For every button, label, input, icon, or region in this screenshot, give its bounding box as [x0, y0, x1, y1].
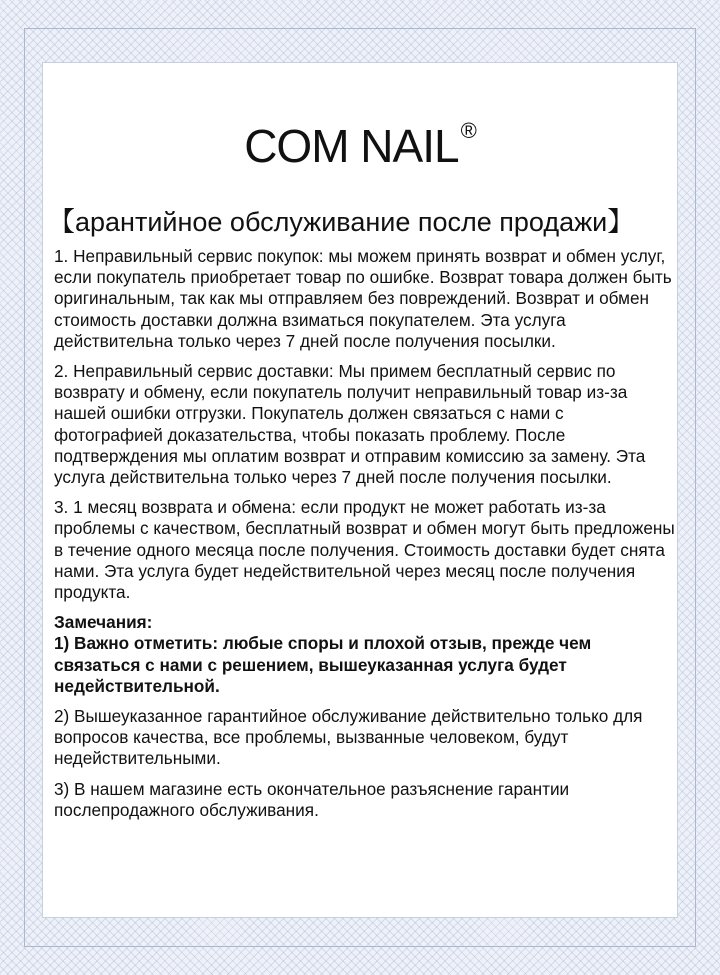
- paragraph-one-month-return: 3. 1 месяц возврата и обмена: если продукт не может работать из-за проблемы с качеством, бесплатный возврат и обмен могут быть предложены в течение одного месяца после получения. Стоимость доставки будет снята нами. Эта услуга будет недействительной через месяц после получения продукта.: [54, 497, 675, 603]
- paragraph-wrong-purchase: 1. Неправильный сервис покупок: мы можем принять возврат и обмен услуг, если покупатель приобретает товар по ошибке. Возврат товара должен быть оригинальным, так как мы отправляем без повреждений. Возврат и обмен стоимость доставки должна взиматься покупателем. Эта услуга действительна только через 7 дней после получения посылки.: [54, 246, 672, 351]
- brand-name: COM NAIL: [244, 120, 459, 172]
- registered-mark-icon: ®: [460, 118, 476, 143]
- notes-title: Замечания:: [54, 612, 153, 633]
- paragraph-wrong-delivery: 2. Неправильный сервис доставки: Мы примем бесплатный сервис по возврату и обмену, если покупатель получит неправильный товар из-за нашей ошибки отгрузки. Покупатель должен связаться с нами с фотографией доказательства, чтобы показать проблему. После подтверждения мы оплатим возврат и отправим комиссию за замену. Эта услуга действительна только через 7 дней после получения посылки.: [54, 361, 646, 488]
- brand-logo: [0, 118, 720, 173]
- note-final-explanation: 3) В нашем магазине есть окончательное разъяснение гарантии послепродажного обслуживания.: [54, 778, 570, 820]
- page-title: 【арантийное обслуживание после продажи】: [48, 207, 635, 237]
- note-important: 1) Важно отметить: любые споры и плохой отзыв, прежде чем связаться с нами с решением, вышеуказанная услуга будет недействительной.: [54, 633, 592, 696]
- warranty-text: [54, 246, 676, 830]
- note-quality-only: 2) Вышеуказанное гарантийное обслуживание действительно только для вопросов качества, все проблемы, вызванные человеком, будут недействительными.: [54, 706, 643, 769]
